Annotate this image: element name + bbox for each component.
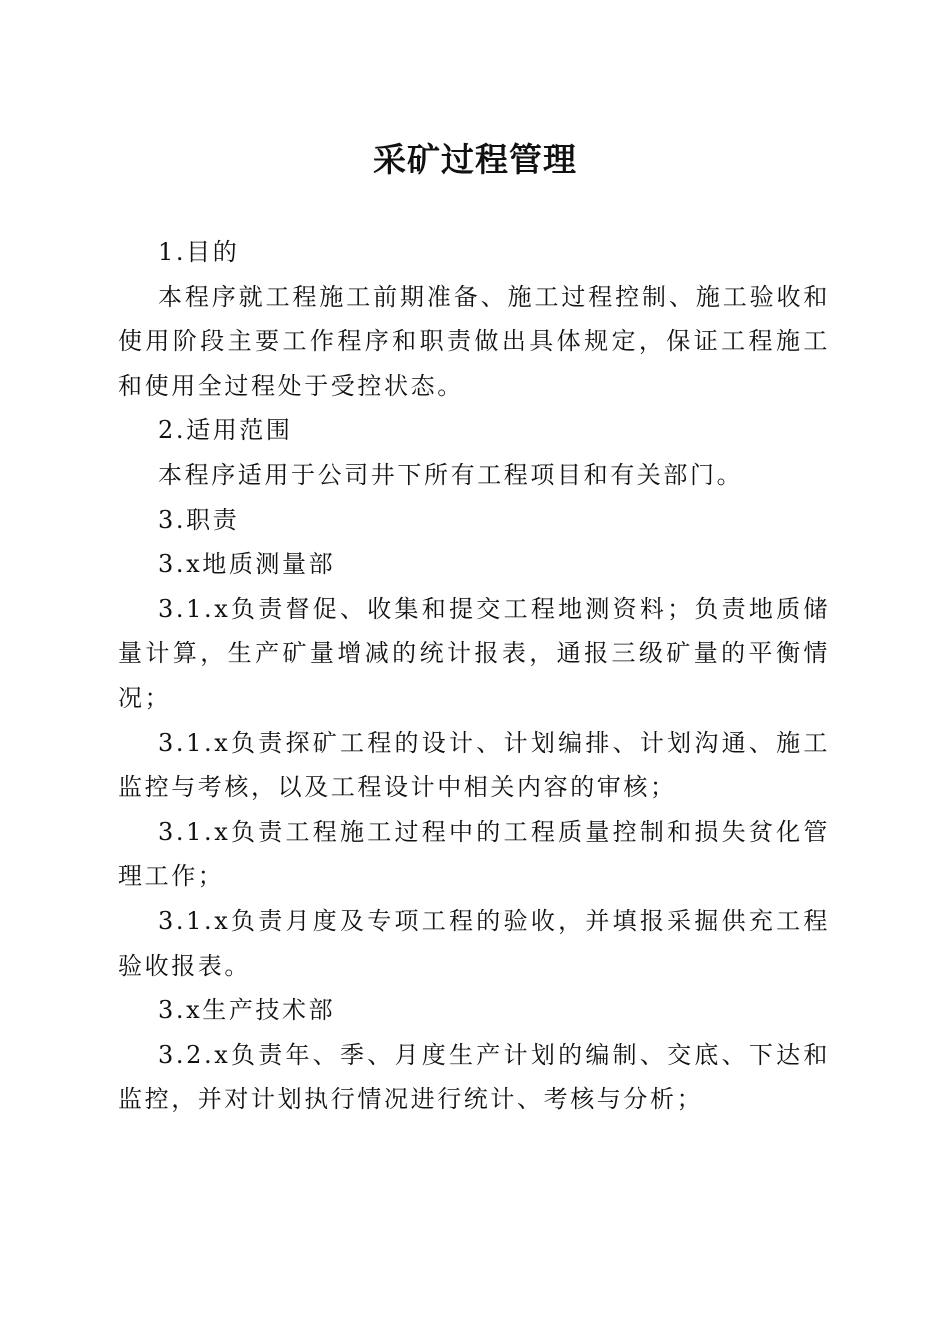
paragraph-production-item-1: 3.2.x负责年、季、月度生产计划的编制、交底、下达和监控，并对计划执行情况进行统计、考核与分析； — [118, 1040, 830, 1114]
paragraph-geology-item-3: 3.1.x负责工程施工过程中的工程质量控制和损失贫化管理工作； — [118, 817, 830, 891]
document-title: 采矿过程管理 — [373, 140, 577, 179]
paragraph-geology-item-2: 3.1.x负责探矿工程的设计、计划编排、计划沟通、施工监控与考核，以及工程设计中相关内容的审核； — [118, 728, 830, 802]
heading-responsibilities: 3.职责 — [158, 505, 240, 534]
heading-purpose: 1.目的 — [158, 238, 240, 266]
heading-production-tech-dept: 3.x生产技术部 — [158, 996, 336, 1025]
document-body — [118, 230, 830, 1122]
paragraph-geology-item-4: 3.1.x负责月度及专项工程的验收，并填报采掘供充工程验收报表。 — [118, 906, 830, 980]
heading-scope: 2.适用范围 — [158, 416, 293, 445]
paragraph-purpose: 本程序就工程施工前期准备、施工过程控制、施工验收和使用阶段主要工作程序和职责做出具体规定，保证工程施工和使用全过程处于受控状态。 — [118, 282, 830, 400]
heading-geology-survey-dept: 3.x地质测量部 — [158, 550, 336, 579]
paragraph-geology-item-1: 3.1.x负责督促、收集和提交工程地测资料；负责地质储量计算，生产矿量增减的统计报表，通报三级矿量的平衡情况； — [118, 594, 830, 712]
paragraph-scope: 本程序适用于公司井下所有工程项目和有关部门。 — [158, 460, 744, 489]
